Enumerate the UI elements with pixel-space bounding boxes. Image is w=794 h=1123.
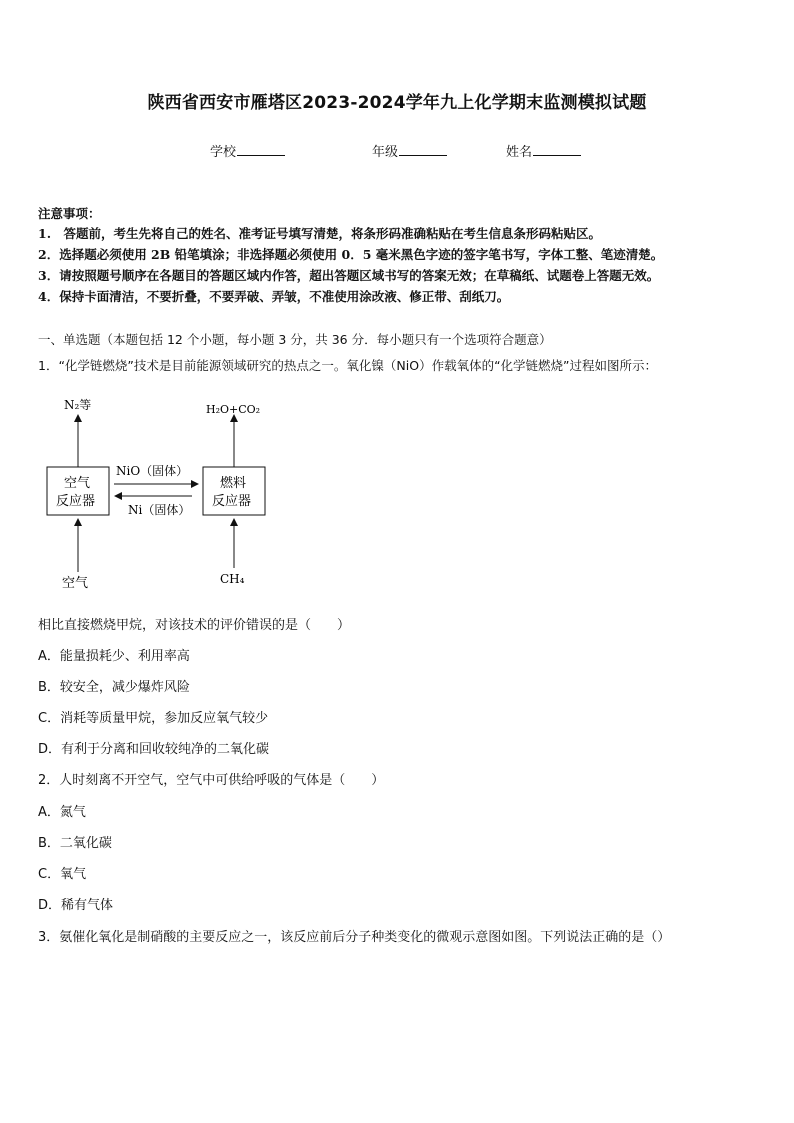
school-label: 学校 <box>210 145 237 160</box>
air-input-label: 空气 <box>62 576 89 590</box>
note-item-1: 1. 答题前，考生先将自己的姓名、准考证号填写清楚，将条形码准确粘贴在考生信息条形码粘贴区。 <box>38 226 602 241</box>
nio-label: NiO（固体） <box>116 464 189 478</box>
q1-option-b: B．较安全，减少爆炸风险 <box>38 680 190 695</box>
chemical-loop-diagram <box>40 390 300 590</box>
name-label: 姓名 <box>506 145 533 160</box>
note-item-3: 3．请按照题号顺序在各题目的答题区域内作答，超出答题区域书写的答案无效；在草稿纸、试题卷上答题无效。 <box>38 268 660 283</box>
q1-question: 相比直接燃烧甲烷，对该技术的评价错误的是（ ） <box>38 618 351 633</box>
ch4-label: CH₄ <box>220 572 245 586</box>
q3-stem: 3．氨催化氧化是制硝酸的主要反应之一，该反应前后分子种类变化的微观示意图如图。下列说法正确的是（） <box>38 930 671 945</box>
h2o-co2-label: H₂O+CO₂ <box>206 403 261 416</box>
q1-option-a: A．能量损耗少、利用率高 <box>38 649 190 664</box>
q2-stem: 2．人时刻离不开空气，空气中可供给呼吸的气体是（ ） <box>38 773 385 788</box>
q2-option-a: A．氮气 <box>38 805 86 820</box>
grade-field <box>372 141 447 160</box>
air-reactor-label-2: 反应器 <box>56 494 96 509</box>
ni-label: Ni（固体） <box>128 503 191 517</box>
grade-blank <box>399 142 447 156</box>
page-title: 陕西省西安市雁塔区2023-2024学年九上化学期末监测模拟试题 <box>147 93 647 113</box>
fuel-reactor-label-2: 反应器 <box>212 494 252 509</box>
n2-label: N₂等 <box>64 398 92 412</box>
q1-stem: 1．“化学链燃烧”技术是目前能源领域研究的热点之一。氧化镍（NiO）作载氧体的“化学链燃烧”过程如图所示： <box>38 358 658 373</box>
name-field <box>506 141 581 160</box>
q2-option-c: C．氧气 <box>38 867 87 882</box>
note-item-2: 2．选择题必须使用 2B 铅笔填涂；非选择题必须使用 0．5 毫米黑色字迹的签字笔书写，字体工整、笔迹清楚。 <box>38 247 664 262</box>
school-blank <box>237 142 285 156</box>
q2-option-d: D．稀有气体 <box>38 898 114 913</box>
fuel-reactor-label-1: 燃料 <box>220 476 247 491</box>
note-item-4: 4．保持卡面清洁，不要折叠，不要弄破、弄皱，不准使用涂改液、修正带、刮纸刀。 <box>38 289 510 304</box>
q1-option-d: D．有利于分离和回收较纯净的二氧化碳 <box>38 742 270 757</box>
q2-option-b: B．二氧化碳 <box>38 836 112 851</box>
school-field <box>210 141 285 160</box>
grade-label: 年级 <box>372 145 399 160</box>
air-reactor-label-1: 空气 <box>64 476 91 491</box>
q1-option-c: C．消耗等质量甲烷，参加反应氧气较少 <box>38 711 269 726</box>
section-heading: 一、单选题（本题包括 12 个小题，每小题 3 分，共 36 分．每小题只有一个选项符合题意） <box>38 332 552 347</box>
name-blank <box>533 142 581 156</box>
notes-heading: 注意事项： <box>38 206 101 221</box>
